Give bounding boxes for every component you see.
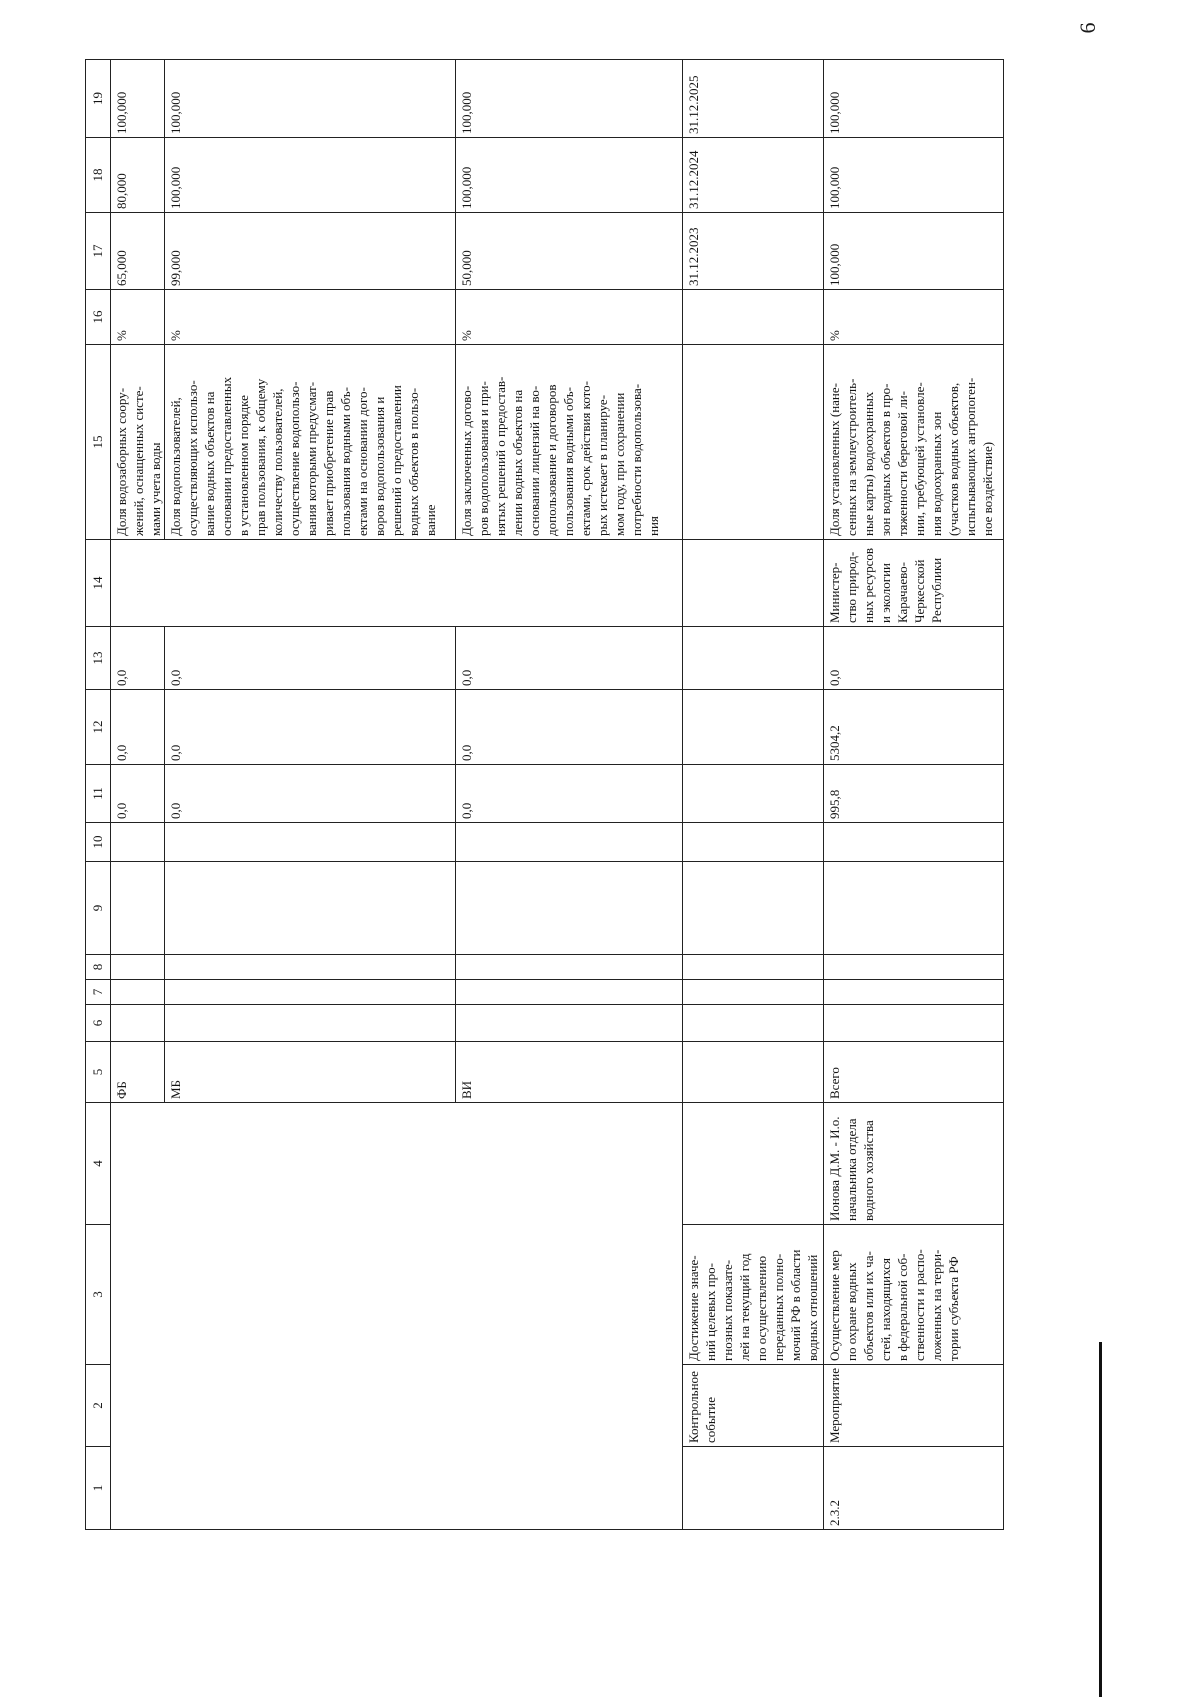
col-8-cell <box>456 955 683 980</box>
header-col-2: 2 <box>86 1365 111 1447</box>
header-col-12: 12 <box>86 690 111 765</box>
merged-cols-1-4-cell <box>111 1103 683 1530</box>
col-6-cell <box>824 1005 1004 1042</box>
col-18-value: 100,000 <box>165 138 456 213</box>
col-13-value: 0,0 <box>456 627 683 690</box>
col-13-cell <box>683 627 824 690</box>
col-17-value: 100,000 <box>824 213 1004 290</box>
table-row-measure-2-3-2 <box>824 60 1004 1530</box>
unit-cell: % <box>165 290 456 345</box>
col-19-value: 100,000 <box>824 60 1004 138</box>
header-col-17: 17 <box>86 213 111 290</box>
col-18-value: 100,000 <box>824 138 1004 213</box>
col-8-cell <box>111 955 165 980</box>
responsible-cell <box>683 1103 824 1225</box>
col-11-value: 995,8 <box>824 765 1004 823</box>
col-11-cell <box>683 765 824 823</box>
col-11-value: 0,0 <box>111 765 165 823</box>
col-7-cell <box>456 980 683 1005</box>
col-7-cell <box>165 980 456 1005</box>
col-17-date: 31.12.2023 <box>683 213 824 290</box>
col-13-value: 0,0 <box>824 627 1004 690</box>
page-number: 6 <box>1075 22 1100 34</box>
col-6-cell <box>683 1005 824 1042</box>
col-19-date: 31.12.2025 <box>683 60 824 138</box>
col-13-value: 0,0 <box>165 627 456 690</box>
col-12-value: 0,0 <box>165 690 456 765</box>
indicator-cell: Доля водозаборных соору- жений, оснащенных систе- мами учета воды <box>111 345 165 540</box>
col-8-cell <box>165 955 456 980</box>
header-col-3: 3 <box>86 1225 111 1365</box>
unit-cell: % <box>111 290 165 345</box>
col-12-cell <box>683 690 824 765</box>
col-11-value: 0,0 <box>456 765 683 823</box>
col-6-cell <box>456 1005 683 1042</box>
type-cell: Мероприятие <box>824 1365 1004 1447</box>
col-17-value: 99,000 <box>165 213 456 290</box>
col-14-merged-cell <box>111 540 683 627</box>
col-10-cell <box>824 823 1004 862</box>
scan-edge-line <box>1099 1342 1102 1697</box>
col-12-value: 5304,2 <box>824 690 1004 765</box>
col-18-date: 31.12.2024 <box>683 138 824 213</box>
col-10-cell <box>111 823 165 862</box>
funding-source-cell: МБ <box>165 1042 456 1103</box>
col-9-cell <box>683 862 824 955</box>
col-19-value: 100,000 <box>111 60 165 138</box>
header-col-11: 11 <box>86 765 111 823</box>
header-col-4: 4 <box>86 1103 111 1225</box>
col-18-value: 80,000 <box>111 138 165 213</box>
number-cell <box>683 1447 824 1530</box>
executor-cell <box>683 540 824 627</box>
col-12-value: 0,0 <box>111 690 165 765</box>
col-6-cell <box>111 1005 165 1042</box>
header-col-16: 16 <box>86 290 111 345</box>
header-col-10: 10 <box>86 823 111 862</box>
header-col-8: 8 <box>86 955 111 980</box>
col-9-cell <box>111 862 165 955</box>
col-12-value: 0,0 <box>456 690 683 765</box>
col-7-cell <box>824 980 1004 1005</box>
header-col-9: 9 <box>86 862 111 955</box>
col-6-cell <box>165 1005 456 1042</box>
unit-cell: % <box>456 290 683 345</box>
table-row-control-event <box>683 60 824 1530</box>
col-17-value: 65,000 <box>111 213 165 290</box>
executor-cell: Министер- ство природ- ных ресурсов и экологии Карачаево- Черкесской Республики <box>824 540 1004 627</box>
col-11-value: 0,0 <box>165 765 456 823</box>
col-7-cell <box>683 980 824 1005</box>
name-cell: Осуществление мер по охране водных объектов или их ча- стей, находящихся в федеральной соб- ственности и распо- ложенных на терри- тории субъекта РФ <box>824 1225 1004 1365</box>
col-17-value: 50,000 <box>456 213 683 290</box>
program-measures-table <box>85 59 1004 1530</box>
col-8-cell <box>824 955 1004 980</box>
header-col-19: 19 <box>86 60 111 138</box>
funding-source-cell: ФБ <box>111 1042 165 1103</box>
header-col-15: 15 <box>86 345 111 540</box>
col-10-cell <box>683 823 824 862</box>
responsible-cell: Ионова Д.М. - И.о. начальника отдела водного хозяйства <box>824 1103 1004 1225</box>
col-9-cell <box>456 862 683 955</box>
col-10-cell <box>456 823 683 862</box>
name-cell: Достижение значе- ний целевых про- гнозных показате- лей на текущий год по осуществлению переданных полно- мочий РФ в области водных отношений <box>683 1225 824 1365</box>
header-col-7: 7 <box>86 980 111 1005</box>
indicator-cell: Доля заключенных догово- ров водопользования и при- нятых решений о предостав- лении водных объектов на основании лицензий на во- допользование и договоров пользования водными объ- ектами, срок действия кото- рых истекает в планируе- мом году, при сохранении потребности водопользова- ния <box>456 345 683 540</box>
col-18-value: 100,000 <box>456 138 683 213</box>
col-8-cell <box>683 955 824 980</box>
col-10-cell <box>165 823 456 862</box>
unit-cell: % <box>824 290 1004 345</box>
col-9-cell <box>165 862 456 955</box>
header-col-5: 5 <box>86 1042 111 1103</box>
col-19-value: 100,000 <box>456 60 683 138</box>
indicator-cell: Доля водопользователей, осуществляющих использо- вание водных объектов на основании предоставленных в установленном порядке прав пользования, к общему количеству пользователей, осуществление водопользо- вания которыми предусмат- ривает приобретение прав пользования водными объ- ектами на основании дого- воров водопользования и решений о предоставлении водных объектов в пользо- вание <box>165 345 456 540</box>
header-col-1: 1 <box>86 1447 111 1530</box>
header-col-6: 6 <box>86 1005 111 1042</box>
funding-source-cell: ВИ <box>456 1042 683 1103</box>
funding-source-cell: Всего <box>824 1042 1004 1103</box>
type-cell: Контрольное событие <box>683 1365 824 1447</box>
header-row <box>86 60 111 1530</box>
header-col-13: 13 <box>86 627 111 690</box>
indicator-cell: Доля установленных (нане- сенных на землеустроитель- ные карты) водоохранных зон водных объектов в про- тяженности береговой ли- нии, требующей установле- ния водоохранных зон (участков водных объектов, испытывающих антропоген- ное воздействие) <box>824 345 1004 540</box>
col-13-value: 0,0 <box>111 627 165 690</box>
funding-source-cell <box>683 1042 824 1103</box>
col-19-value: 100,000 <box>165 60 456 138</box>
unit-cell <box>683 290 824 345</box>
number-cell: 2.3.2 <box>824 1447 1004 1530</box>
col-7-cell <box>111 980 165 1005</box>
table-row-fb <box>111 60 165 1530</box>
header-col-14: 14 <box>86 540 111 627</box>
header-col-18: 18 <box>86 138 111 213</box>
col-9-cell <box>824 862 1004 955</box>
indicator-cell <box>683 345 824 540</box>
